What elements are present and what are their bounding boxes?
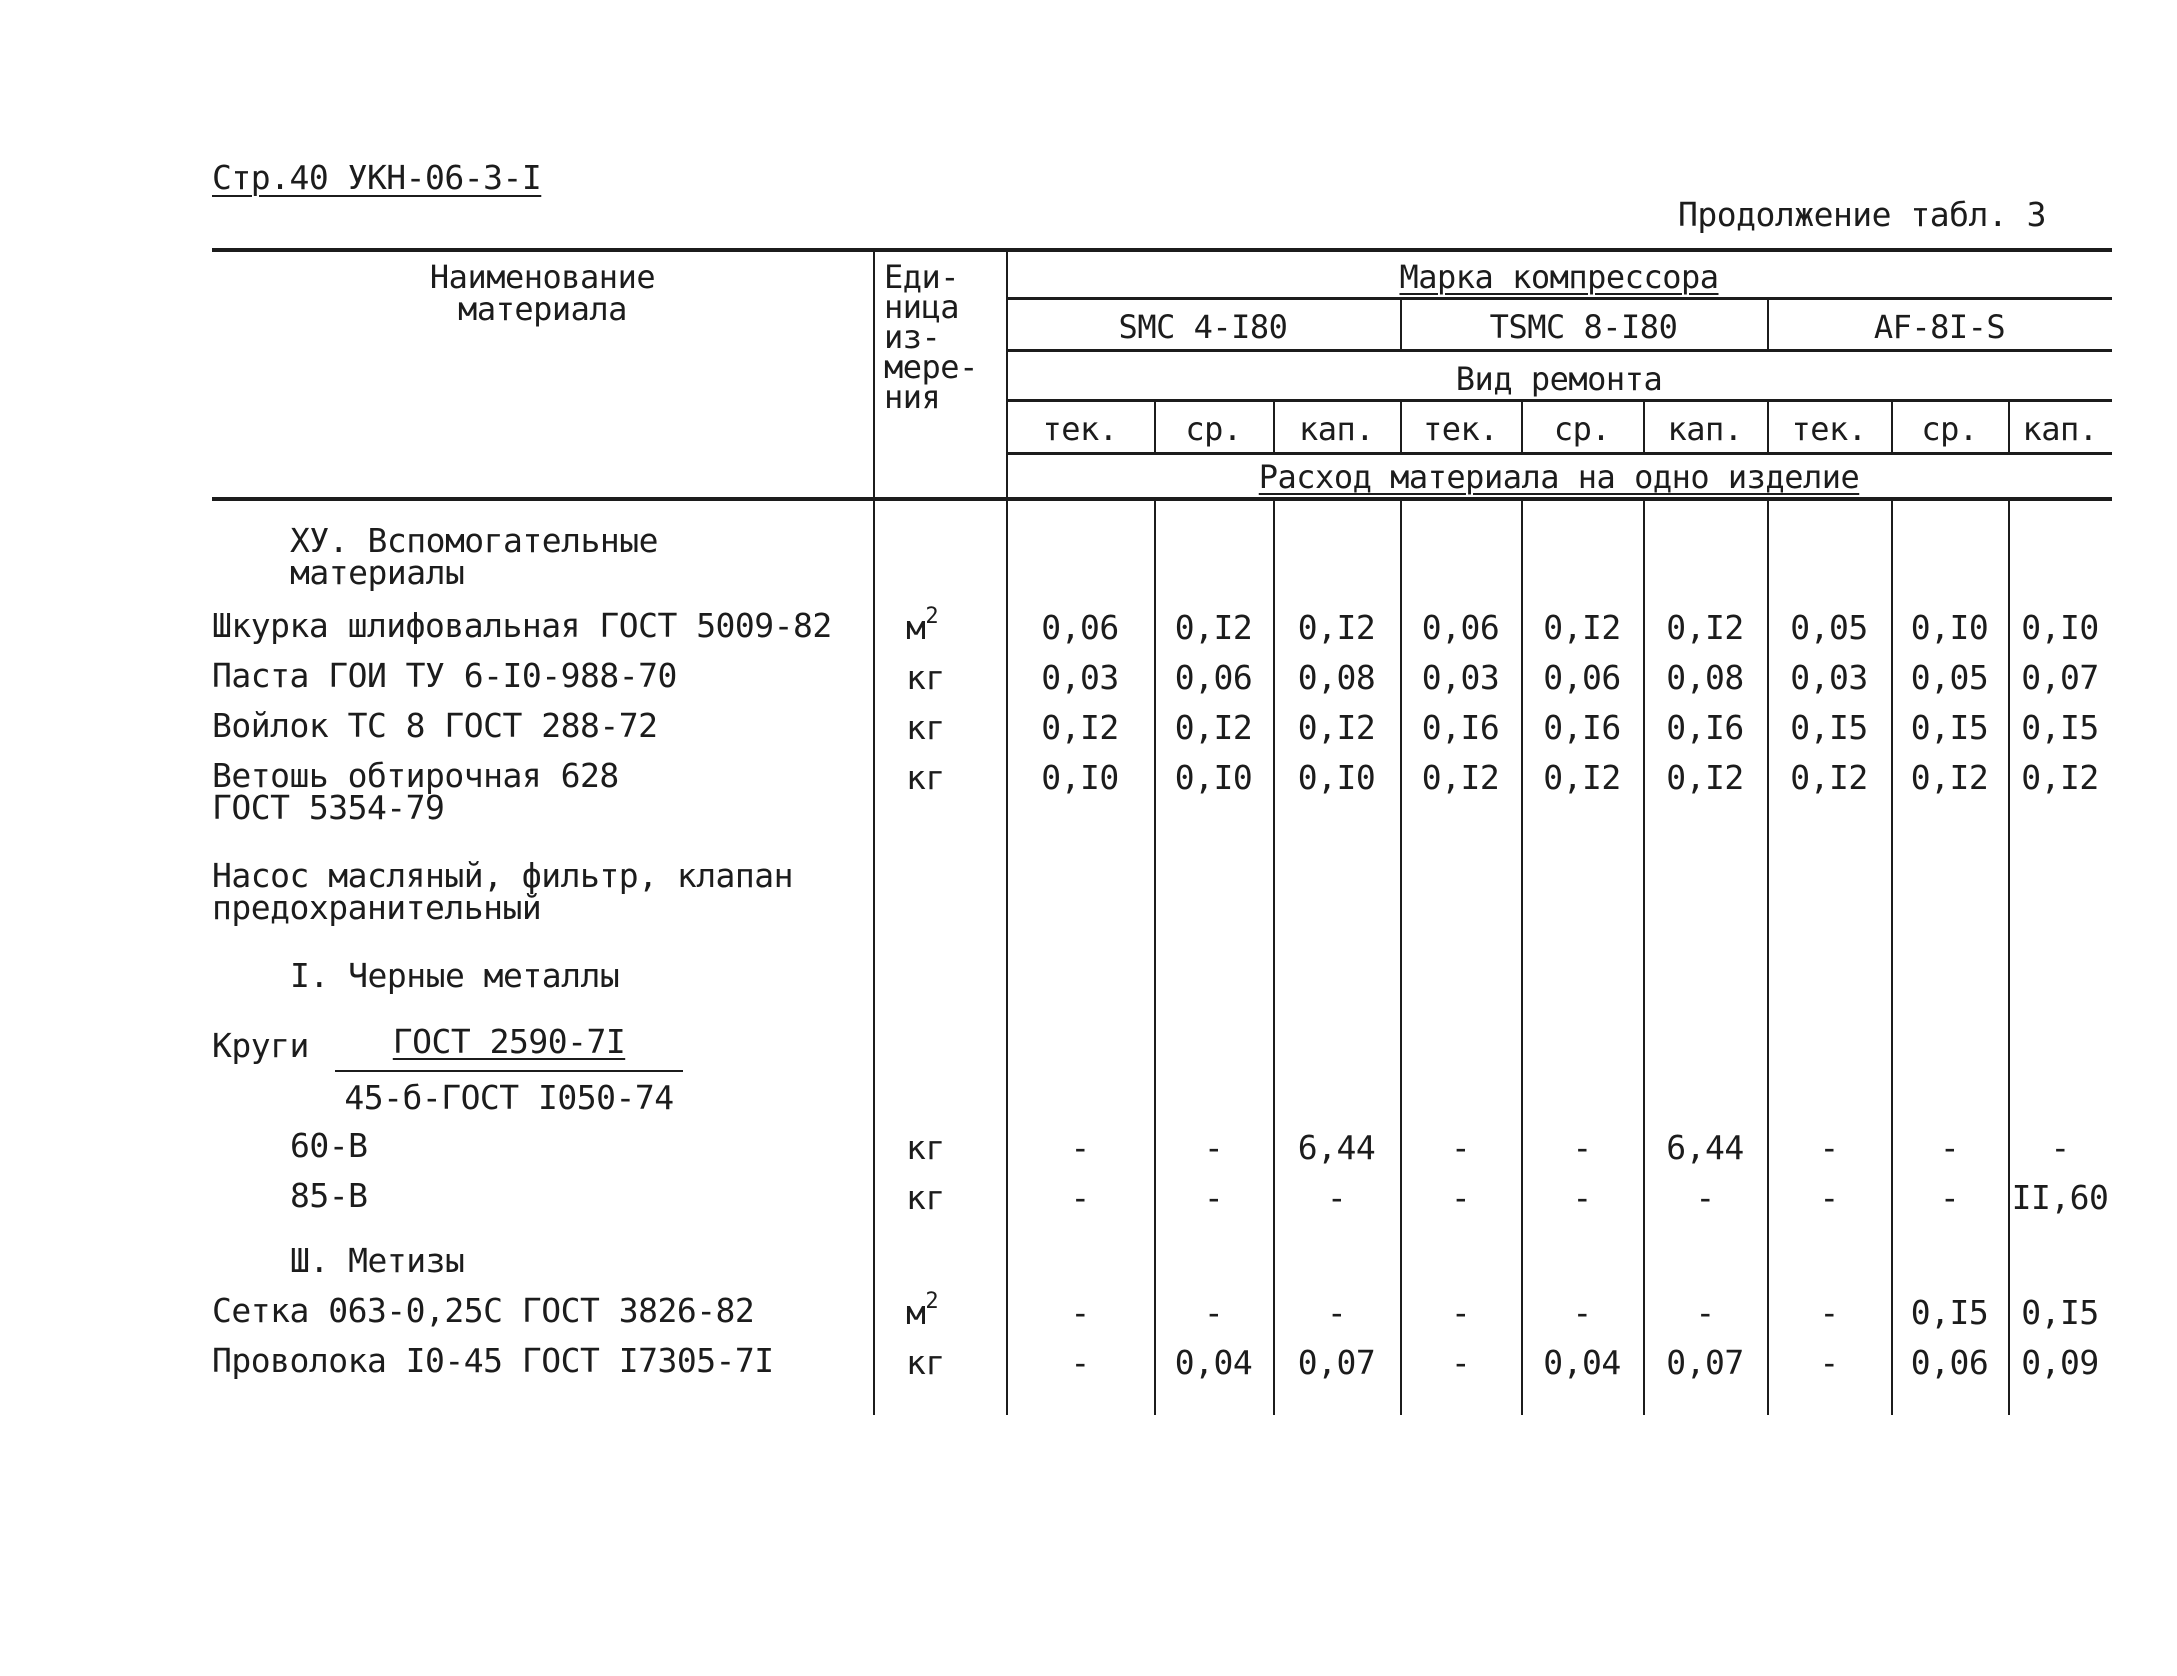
row-2-unit: $м^2$ [906,604,939,647]
repair-title-rule [1006,399,2112,402]
row-3-value: 0,06 [1543,658,1621,697]
row-9-label: 60-В [290,1126,368,1165]
row-5-label: Ветошь обтирочная 628 [212,756,619,795]
row-10-value: - [1326,1178,1347,1217]
brand-title-header: Марка компрессора [1399,258,1719,296]
row-2-value: 0,I0 [2021,608,2099,647]
row-12-value: - [1203,1293,1224,1332]
row-10-label: 85-В [290,1176,368,1215]
row-3-unit: кг [906,658,945,697]
header-bottom-rule [212,497,2112,501]
row-5-value: 0,I2 [1543,758,1621,797]
row-3-value: 0,08 [1666,658,1744,697]
row-12-value: - [1695,1293,1715,1332]
row-10-value: - [1203,1178,1224,1217]
row-5-value: 0,I2 [1790,758,1868,797]
row-12-value: - [1070,1293,1090,1332]
consumption-header: Расход материала на одно изделие [1258,458,1860,496]
repair-type-header: тек. [1422,410,1499,448]
row-12-unit: $м^2$ [906,1289,939,1332]
unit-header: Еди- [884,258,960,296]
row-13-value: - [1070,1343,1090,1382]
brand-header: TSMC 8-I80 [1489,308,1678,346]
row-4-value: 0,I6 [1421,708,1500,747]
row-1-label: ХУ. Вспомогательные [290,521,658,560]
row-4-value: 0,I2 [1174,708,1253,747]
row-12-value: - [1450,1293,1471,1332]
brand-title-rule [1006,297,2112,300]
row-8-fraction-bottom: 45-б-ГОСТ I050-74 [344,1078,674,1117]
row-5-label: ГОСТ 5354-79 [212,788,445,827]
row-9-value: - [1450,1128,1471,1167]
page-reference: Стр.40 УКН-06-3-I [212,158,542,197]
row-2-value: 0,I2 [1666,608,1744,647]
row-8-fraction-line [335,1070,683,1072]
row-4-value: 0,I2 [1041,708,1119,747]
repair-type-header: кап. [1667,410,1743,448]
unit-header: мере- [884,348,978,386]
row-12-value: - [1572,1293,1592,1332]
row-4-label: Войлок ТС 8 ГОСТ 288-72 [212,706,658,745]
row-13-value: 0,07 [1666,1343,1744,1382]
repair-type-header: кап. [2022,410,2098,448]
row-2-value: 0,06 [1421,608,1500,647]
row-9-value: - [1203,1128,1224,1167]
row-4-unit: кг [906,708,945,747]
row-5-value: 0,I2 [2021,758,2099,797]
row-2-value: 0,I2 [1297,608,1376,647]
unit-superscript: 2 [925,1289,939,1314]
row-10-value: - [1819,1178,1839,1217]
row-3-value: 0,03 [1790,658,1868,697]
row-4-value: 0,I5 [2021,708,2099,747]
row-4-value: 0,I6 [1666,708,1744,747]
row-10-value: II,60 [2011,1178,2109,1217]
row-9-value: - [1070,1128,1090,1167]
row-13-value: 0,07 [1297,1343,1376,1382]
row-1-label: материалы [290,553,465,592]
row-5-value: 0,I2 [1666,758,1744,797]
unit-column-left-rule [873,248,875,1415]
row-3-value: 0,05 [1910,658,1989,697]
row-13-value: 0,06 [1910,1343,1989,1382]
unit-header: из- [884,318,941,356]
row-9-unit: кг [906,1128,945,1167]
row-9-value: - [2050,1128,2070,1167]
row-7-label: I. Черные металлы [290,956,620,995]
row-6-label: предохранительный [212,888,542,927]
brand-header: AF-8I-S [1873,308,2006,346]
row-10-value: - [1450,1178,1471,1217]
row-13-value: 0,04 [1543,1343,1621,1382]
unit-header: ница [884,288,960,326]
row-10-value: - [1070,1178,1090,1217]
row-10-unit: кг [906,1178,945,1217]
row-13-unit: кг [906,1343,945,1382]
row-2-value: 0,06 [1041,608,1119,647]
table-top-rule [212,248,2112,252]
material-header: Наименование [429,258,656,296]
brand-header: SMC 4-I80 [1118,308,1288,346]
row-3-value: 0,08 [1297,658,1376,697]
row-5-value: 0,I2 [1910,758,1989,797]
row-3-value: 0,06 [1174,658,1253,697]
row-5-unit: кг [906,758,945,797]
row-13-value: - [1819,1343,1839,1382]
repair-type-header: тек. [1791,410,1867,448]
row-8-fraction-top: ГОСТ 2590-7I [392,1022,626,1061]
row-2-value: 0,I0 [1910,608,1989,647]
row-3-value: 0,03 [1041,658,1119,697]
row-12-value: - [1819,1293,1839,1332]
row-10-value: - [1695,1178,1715,1217]
row-3-value: 0,07 [2021,658,2099,697]
row-4-value: 0,I2 [1297,708,1376,747]
row-5-value: 0,I0 [1297,758,1376,797]
row-10-value: - [1572,1178,1592,1217]
row-6-label: Насос масляный, фильтр, клапан [212,856,794,895]
repair-title-header: Вид ремонта [1455,360,1663,398]
row-9-value: - [1939,1128,1960,1167]
row-2-value: 0,I2 [1543,608,1621,647]
repair-type-header: тек. [1042,410,1118,448]
row-13-value: 0,09 [2021,1343,2099,1382]
row-8-label: Круги [212,1026,309,1065]
row-9-value: 6,44 [1666,1128,1744,1167]
row-4-value: 0,I5 [1910,708,1989,747]
row-5-value: 0,I0 [1041,758,1119,797]
row-13-value: 0,04 [1174,1343,1253,1382]
repair-type-rule [1006,452,2112,455]
row-2-label: Шкурка шлифовальная ГОСТ 5009-82 [212,606,832,645]
row-2-value: 0,I2 [1174,608,1253,647]
table-continuation-note: Продолжение табл. 3 [1678,195,2046,234]
row-9-value: 6,44 [1297,1128,1376,1167]
repair-type-header: ср. [1185,410,1242,448]
row-10-value: - [1939,1178,1960,1217]
row-12-value: 0,I5 [2021,1293,2099,1332]
unit-superscript: 2 [925,604,939,629]
material-header: материала [458,290,627,328]
row-2-value: 0,05 [1790,608,1868,647]
row-12-label: Сетка 063-0,25С ГОСТ 3826-82 [212,1291,755,1330]
row-9-value: - [1819,1128,1839,1167]
row-12-value: - [1326,1293,1347,1332]
brand-rule [1006,349,2112,352]
repair-type-header: кап. [1298,410,1375,448]
row-9-value: - [1572,1128,1592,1167]
row-13-value: - [1450,1343,1471,1382]
row-5-value: 0,I0 [1174,758,1253,797]
repair-type-header: ср. [1553,410,1611,448]
row-12-value: 0,I5 [1910,1293,1989,1332]
unit-header: ния [884,378,941,416]
row-11-label: Ш. Метизы [290,1241,465,1280]
row-3-label: Паста ГОИ ТУ 6-I0-988-70 [212,656,677,695]
repair-type-header: ср. [1921,410,1978,448]
row-4-value: 0,I6 [1543,708,1621,747]
row-4-value: 0,I5 [1790,708,1868,747]
row-5-value: 0,I2 [1421,758,1500,797]
row-13-label: Проволока I0-45 ГОСТ I7305-7I [212,1341,774,1380]
row-3-value: 0,03 [1421,658,1500,697]
